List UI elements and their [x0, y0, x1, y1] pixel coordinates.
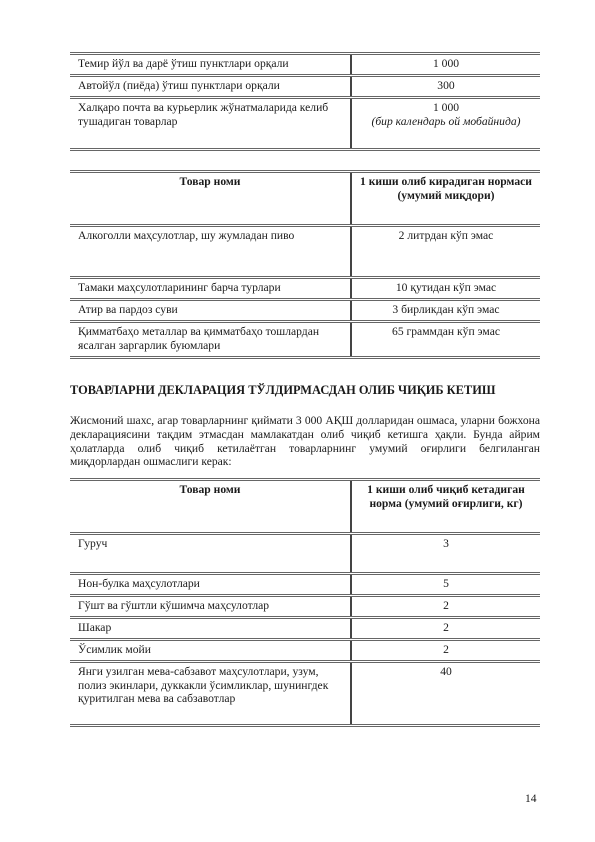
table-cell-item: Тамаки маҳсулотларининг барча турлари [70, 278, 351, 300]
table-header-row [70, 172, 540, 226]
table-row [70, 662, 540, 726]
table-row [70, 76, 540, 98]
table-cell-item: Ўсимлик мойи [70, 640, 351, 662]
table-cell-value: 2 [351, 618, 540, 640]
table-row [70, 574, 540, 596]
table-row [70, 226, 540, 278]
table-row [70, 618, 540, 640]
table-cell-item: Гўшт ва гўштли кўшимча маҳсулотлар [70, 596, 351, 618]
table-cell-item: Алкоголли маҳсулотлар, шу жумладан пиво [70, 226, 351, 278]
table-cell-value [351, 98, 540, 150]
page-number: 14 [525, 792, 537, 805]
column-header-norm: 1 киши олиб чиқиб кетадиган норма (умумий оғирлиги, кг) [351, 480, 540, 534]
value-text: 1 000 [432, 101, 460, 114]
table-cell-value: 40 [351, 662, 540, 726]
table-cell-value: 1 000 [351, 54, 540, 76]
table-cell-value: 2 [351, 596, 540, 618]
section-paragraph: Жисмоний шахс, агар товарларнинг қиймати 3 000 АҚШ долларидан ошмаса, уларни божхона декларациясини тақдим этмасдан мамлакатдан олиб чиқиб кетишга ҳақли. Бунда айрим ҳолатларда олиб чиқиб кетилаётган товарларнинг умумий оғирлиги белгиланган миқдорлардан ошмаслиги керак: [70, 414, 540, 469]
table-row [70, 596, 540, 618]
import-norms-table [70, 170, 540, 359]
value-note: (бир календарь ой мобайнида) [371, 114, 521, 128]
table-cell-item: Халқаро почта ва курьерлик жўнатмаларида келиб тушадиган товарлар [70, 98, 351, 150]
column-header-norm: 1 киши олиб кирадиган нормаси (умумий миқдори) [351, 172, 540, 226]
table-cell-value: 3 бирликдан кўп эмас [351, 300, 540, 322]
section-heading: ТОВАРЛАРНИ ДЕКЛАРАЦИЯ ТЎЛДИРМАСДАН ОЛИБ ЧИҚИБ КЕТИШ [70, 383, 496, 397]
table-cell-value: 10 қутидан кўп эмас [351, 278, 540, 300]
table-cell-item: Атир ва пардоз суви [70, 300, 351, 322]
table-cell-value: 2 литрдан кўп эмас [351, 226, 540, 278]
table-cell-item: Автойўл (пиёда) ўтиш пунктлари орқали [70, 76, 351, 98]
table-cell-value: 3 [351, 534, 540, 574]
table-row [70, 640, 540, 662]
table-cell-item: Гуруч [70, 534, 351, 574]
column-header-item: Товар номи [70, 172, 351, 226]
table-row [70, 98, 540, 150]
table-cell-item: Шакар [70, 618, 351, 640]
table-row [70, 278, 540, 300]
table-row [70, 300, 540, 322]
table-header-row [70, 480, 540, 534]
export-norms-table [70, 478, 540, 727]
table-cell-item: Қимматбаҳо металлар ва қимматбаҳо тошлардан ясалган заргарлик буюмлари [70, 322, 351, 358]
table-cell-value: 5 [351, 574, 540, 596]
column-header-item: Товар номи [70, 480, 351, 534]
table-cell-item: Нон-булка маҳсулотлари [70, 574, 351, 596]
exemption-limits-table [70, 52, 540, 151]
table-cell-value: 300 [351, 76, 540, 98]
table-row [70, 54, 540, 76]
table-cell-item: Темир йўл ва дарё ўтиш пунктлари орқали [70, 54, 351, 76]
table-cell-value: 2 [351, 640, 540, 662]
table-row [70, 322, 540, 358]
table-cell-item: Янги узилган мева-сабзавот маҳсулотлари, узум, полиз экинлари, дуккакли ўсимликлар, шунингдек қуритилган мева ва сабзавотлар [70, 662, 351, 726]
table-cell-value: 65 граммдан кўп эмас [351, 322, 540, 358]
table-row [70, 534, 540, 574]
